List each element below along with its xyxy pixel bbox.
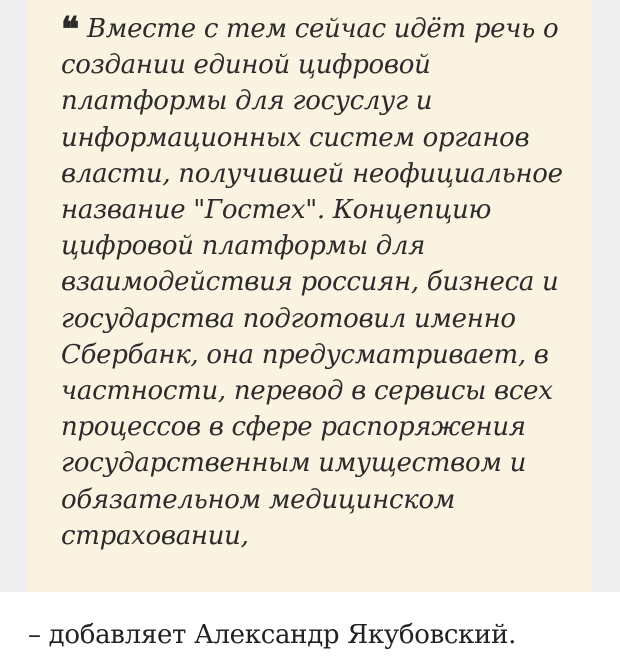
quote-block (28, 0, 592, 592)
quote-attribution: – добавляет Александр Якубовский. (28, 620, 517, 650)
left-margin-strip (0, 0, 28, 592)
quote-paragraph (61, 11, 566, 554)
right-margin-strip (592, 0, 620, 592)
quote-text: Вместе с тем сейчас идёт речь о создании единой цифровой платформы для госуслуг и информационных систем органов власти, получившей неофициальное название "Гостех". Концепцию цифровой платформы для взаимодействия россиян, бизнеса и государства подготовил именно Сбербанк, она предусматривает, в частности, перевод в сервисы всех процессов в сфере распоряжения государственным имуществом и обязательном медицинском страховании, (61, 14, 563, 551)
quote-mark-icon: ❝ (61, 10, 79, 50)
